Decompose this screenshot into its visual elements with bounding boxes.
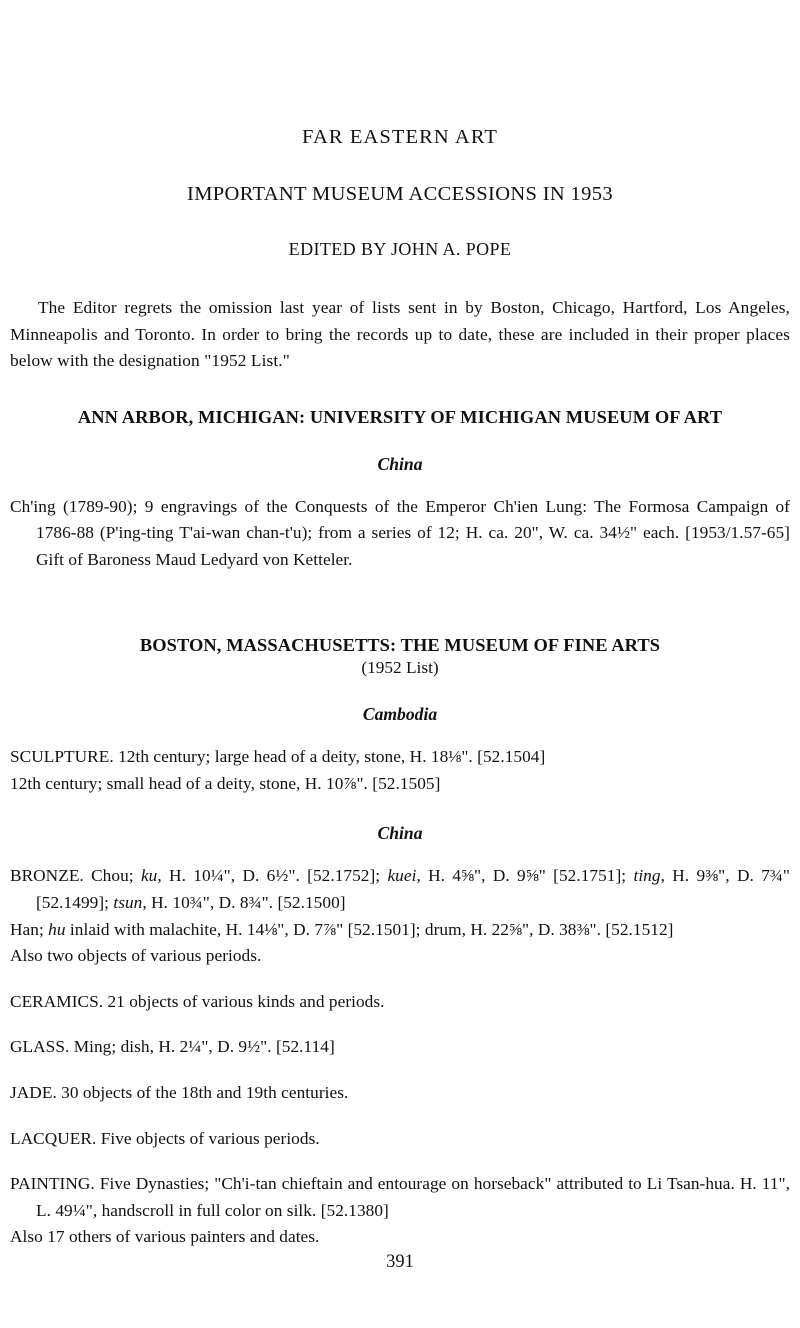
bronze-italic-ku: ku [140, 866, 158, 886]
entry-bronze-chou [10, 844, 790, 916]
intro-paragraph: The Editor regrets the omission last year of lists sent in by Boston, Chicago, Hartford, Los Angeles, Minneapolis and Toronto. In order to bring the records up to date, these are included in their proper places below with the designation "1952 List." [10, 298, 790, 370]
country-heading-china-ann-arbor: China [377, 453, 423, 474]
bronze-italic-kuei: kuei [387, 866, 417, 886]
entry-prints [10, 475, 790, 574]
bronze-han-seg-b: inlaid with malachite, H. 14⅛", D. 7⅞" [52.1501]; drum, H. 22⅝", D. 38⅜". [52.1512] [65, 919, 674, 939]
museum-heading-ann-arbor: ANN ARBOR, MICHIGAN: UNIVERSITY OF MICHIGAN MUSEUM OF ART [77, 406, 723, 427]
entry-painting-followup: Also 17 others of various painters and dates. [10, 1227, 320, 1247]
entry-jade: JADE. 30 objects of the 18th and 19th centuries. [10, 1083, 349, 1103]
entry-bronze-also: Also two objects of various periods. [10, 946, 262, 966]
museum-subheading-boston: (1952 List) [361, 658, 439, 678]
bronze-italic-ting: ting [633, 866, 661, 886]
bronze-seg-a: BRONZE. Chou; [10, 866, 141, 886]
bronze-han-seg-a: Han; [10, 919, 49, 939]
bronze-seg-f: , H. 10¾", D. 8¾". [52.1500] [142, 893, 346, 913]
page-title: FAR EASTERN ART [302, 126, 498, 148]
entry-ceramics: CERAMICS. 21 objects of various kinds and periods. [10, 991, 385, 1011]
entry-bronze-han [10, 917, 790, 944]
museum-block-boston [10, 573, 790, 678]
entry-glass: GLASS. Ming; dish, H. 2¼", D. 9½". [52.114] [10, 1037, 335, 1057]
country-heading-china-boston: China [377, 823, 423, 844]
bronze-seg-e: H. 9⅜", D. 7¾" [52.1499]; [36, 866, 790, 913]
entry-lacquer: LACQUER. Five objects of various periods. [10, 1128, 320, 1148]
page-subtitle: IMPORTANT MUSEUM ACCESSIONS IN 1953 [187, 183, 613, 205]
bronze-seg-d: , [660, 866, 665, 886]
page-number: 391 [386, 1252, 414, 1272]
country-heading-cambodia: Cambodia [362, 704, 438, 725]
bronze-seg-b: , H. 10¼", D. 6½". [52.1752]; [157, 866, 388, 886]
bronze-seg-c: , H. 4⅝", D. 9⅝" [52.1751]; [416, 866, 634, 886]
entry-sculpture-line-2: 12th century; small head of a deity, stone, H. 10⅞". [52.1505] [10, 773, 441, 793]
bronze-italic-tsun: tsun [113, 893, 143, 913]
entry-sculpture-line-1: SCULPTURE. 12th century; large head of a deity, stone, H. 18⅛". [52.1504] [10, 747, 546, 767]
entry-prints-text: Ch'ing (1789-90); 9 engravings of the Conquests of the Emperor Ch'ien Lung: The Formosa Campaign of 1786-88 (P'ing-ting T'ai-wan chan-t'u); from a series of 12; H. ca. 20", W. ca. 34½" each. [1953/1.57-65] Gift of Baroness Maud Ledyard von Ketteler. [10, 496, 790, 569]
museum-heading-boston: BOSTON, MASSACHUSETTS: THE MUSEUM OF FINE ARTS [139, 635, 661, 656]
editor-byline: EDITED BY JOHN A. POPE [288, 239, 512, 259]
entry-painting: PAINTING. Five Dynasties; "Ch'i-tan chieftain and entourage on horseback" attributed to Li Tsan-hua. H. 11", L. 49¼", handscroll in full color on silk. [52.1380] [10, 1174, 790, 1220]
bronze-italic-hu: hu [48, 919, 66, 939]
